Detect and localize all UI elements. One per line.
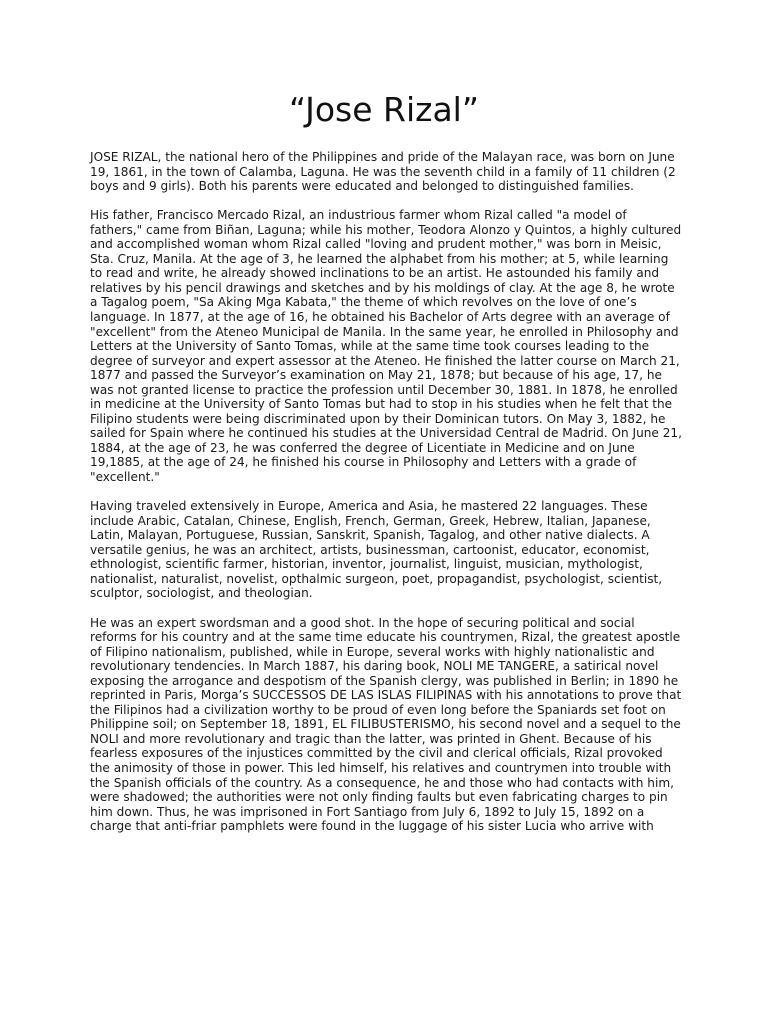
paragraph-parents-education: His father, Francisco Mercado Rizal, an industrious farmer whom Rizal called "a model of fathers," came from Biñan, Laguna; while his mother, Teodora Alonzo y Quintos, a highly cultured and accomplished woman whom Rizal called "loving and prudent mother," was born in Meisic, Sta. Cruz, Manila. At the age of 3, he learned the alphabet from his mother; at 5, while learning to read and write, he already showed inclinations to be an artist. He astounded his family and relatives by his pencil drawings and sketches and by his moldings of clay. At the age 8, he wrote a Tagalog poem, "Sa Aking Mga Kabata," the theme of which revolves on the love of one’s language. In 1877, at the age of 16, he obtained his Bachelor of Arts degree with an average of "excellent" from the Ateneo Municipal de Manila. In the same year, he enrolled in Philosophy and Letters at the University of Santo Tomas, while at the same time took courses leading to the degree of surveyor and expert assessor at the Ateneo. He finished the latter course on March 21, 1877 and passed the Surveyor’s examination on May 21, 1878; but because of his age, 17, he was not granted license to practice the profession until December 30, 1881. In 1878, he enrolled in medicine at the University of Santo Tomas but had to stop in his studies when he felt that the Filipino students were being discriminated upon by their Dominican tutors. On May 3, 1882, he sailed for Spain where he continued his studies at the Universidad Central de Madrid. On June 21, 1884, at the age of 23, he was conferred the degree of Licentiate in Medicine and on June 19,1885, at the age of 24, he finished his course in Philosophy and Letters with a grade of "excellent."	[90, 208, 682, 485]
paragraph-works: He was an expert swordsman and a good shot. In the hope of securing political and social reforms for his country and at the same time educate his countrymen, Rizal, the greatest apostle of Filipino nationalism, published, while in Europe, several works with highly nationalistic and revolutionary tendencies. In March 1887, his daring book, NOLI ME TANGERE, a satirical novel exposing the arrogance and despotism of the Spanish clergy, was published in Berlin; in 1890 he reprinted in Paris, Morga’s SUCCESSOS DE LAS ISLAS FILIPINAS with his annotations to prove that the Filipinos had a civilization worthy to be proud of even long before the Spaniards set foot on Philippine soil; on September 18, 1891, EL FILIBUSTERISMO, his second novel and a sequel to the NOLI and more revolutionary and tragic than the latter, was printed in Ghent. Because of his fearless exposures of the injustices committed by the civil and clerical officials, Rizal provoked the animosity of those in power. This led himself, his relatives and countrymen into trouble with the Spanish officials of the country. As a consequence, he and those who had contacts with him, were shadowed; the authorities were not only finding faults but even fabricating charges to pin him down. Thus, he was imprisoned in Fort Santiago from July 6, 1892 to July 15, 1892 on a charge that anti-friar pamphlets were found in the luggage of his sister Lucia who arrive with	[90, 615, 682, 834]
document-body	[90, 150, 682, 848]
paragraph-languages: Having traveled extensively in Europe, America and Asia, he mastered 22 languages. These include Arabic, Catalan, Chinese, English, French, German, Greek, Hebrew, Italian, Japanese, Latin, Malayan, Portuguese, Russian, Sanskrit, Spanish, Tagalog, and other native dialects. A versatile genius, he was an architect, artists, businessman, cartoonist, educator, economist, ethnologist, scientific farmer, historian, inventor, journalist, linguist, musician, mythologist, nationalist, naturalist, novelist, opthalmic surgeon, poet, propagandist, psychologist, scientist, sculptor, sociologist, and theologian.	[90, 499, 663, 601]
paragraph-birth: JOSE RIZAL, the national hero of the Philippines and pride of the Malayan race, was born on June 19, 1861, in the town of Calamba, Laguna. He was the seventh child in a family of 11 children (2 boys and 9 girls). Both his parents were educated and belonged to distinguished families.	[90, 150, 676, 194]
document-title: “Jose Rizal”	[289, 90, 479, 129]
